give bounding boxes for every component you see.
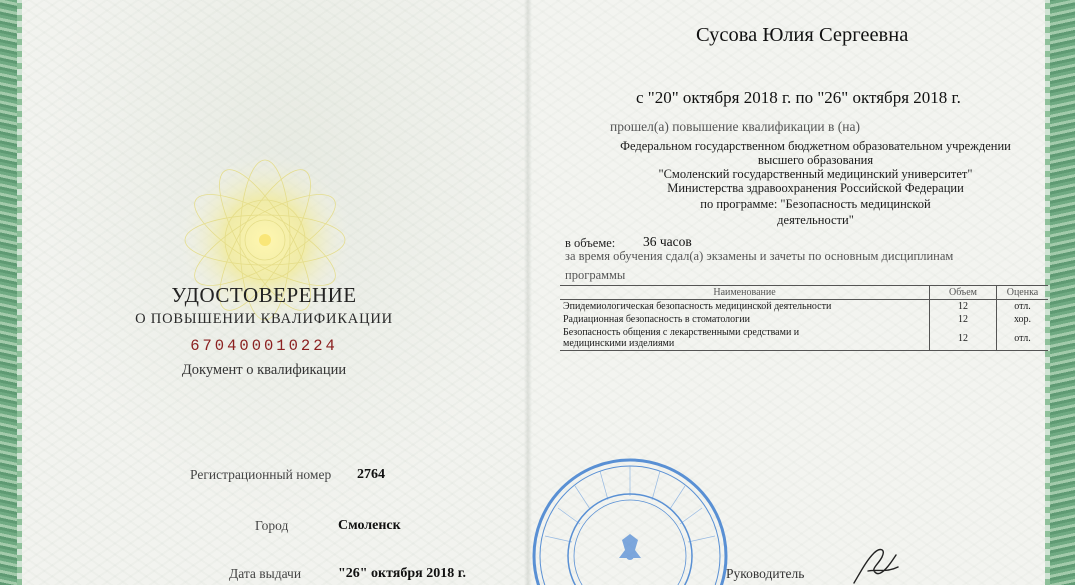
holder-full-name: Сусова Юлия Сергеевна	[696, 24, 909, 46]
program-name-line: по программе: "Безопасность медицинской	[700, 197, 931, 211]
city-label: Город	[255, 518, 289, 533]
subject-name-line: медицинскими изделиями	[563, 338, 675, 349]
volume-label: в объеме:	[565, 236, 616, 250]
subject-grade: отл.	[997, 326, 1049, 351]
left-page	[0, 0, 528, 585]
organization-line: высшего образования	[757, 153, 874, 167]
subject-name: Радиационная безопасность в стоматологии	[563, 314, 750, 325]
training-period: с "20" октября 2018 г. по "26" октября 2018 г.	[636, 88, 961, 107]
head-signature-label: Руководитель	[726, 566, 805, 581]
right-page	[528, 0, 1075, 585]
subject-hours: 12	[930, 326, 997, 351]
round-seal-stamp-icon	[530, 456, 730, 585]
subject-name-line: Безопасность общения с лекарственными средствами и	[563, 327, 800, 338]
registration-number-value: 2764	[357, 467, 385, 482]
exams-text: программы	[565, 268, 626, 282]
subject-hours: 12	[930, 300, 997, 314]
table-row	[560, 313, 1048, 326]
subject-grade: отл.	[997, 300, 1049, 314]
registration-number-label: Регистрационный номер	[190, 467, 332, 482]
subject-hours: 12	[930, 313, 997, 326]
handwritten-signature-icon	[846, 543, 906, 585]
table-row	[560, 300, 1048, 314]
table-header-row	[560, 286, 1048, 300]
certificate-title: УДОСТОВЕРЕНИЕ	[171, 283, 357, 307]
issue-date-value: "26" октября 2018 г.	[338, 566, 467, 581]
program-name-line: деятельности"	[777, 213, 854, 227]
completed-training-text: прошел(а) повышение квалификации в (на)	[610, 119, 860, 134]
subject-name: Эпидемиологическая безопасность медицинской деятельности	[563, 301, 832, 312]
certificate-subtitle: О ПОВЫШЕНИИ КВАЛИФИКАЦИИ	[135, 311, 393, 327]
decorative-border-right	[1049, 0, 1075, 585]
city-value: Смоленск	[338, 518, 401, 533]
exams-text: за время обучения сдал(а) экзамены и зачеты по основным дисциплинам	[565, 249, 954, 263]
subject-grade: хор.	[997, 313, 1049, 326]
table-row	[560, 326, 1048, 351]
subjects-table	[560, 285, 1048, 351]
certificate-number: 670400010224	[190, 337, 338, 355]
volume-value: 36 часов	[643, 234, 692, 249]
column-header-hours: Объем	[930, 286, 997, 300]
organization-line: Министерства здравоохранения Российской Федерации	[667, 181, 964, 195]
page-fold	[524, 0, 532, 585]
column-header-name: Наименование	[560, 286, 930, 300]
document-type: Документ о квалификации	[181, 362, 347, 378]
organization-line: Федеральном государственном бюджетном образовательном учреждении	[620, 139, 1011, 153]
organization-line: "Смоленский государственный медицинский университет"	[658, 167, 973, 181]
issue-date-label: Дата выдачи	[229, 566, 302, 581]
column-header-grade: Оценка	[997, 286, 1049, 300]
subject-name	[560, 326, 930, 351]
